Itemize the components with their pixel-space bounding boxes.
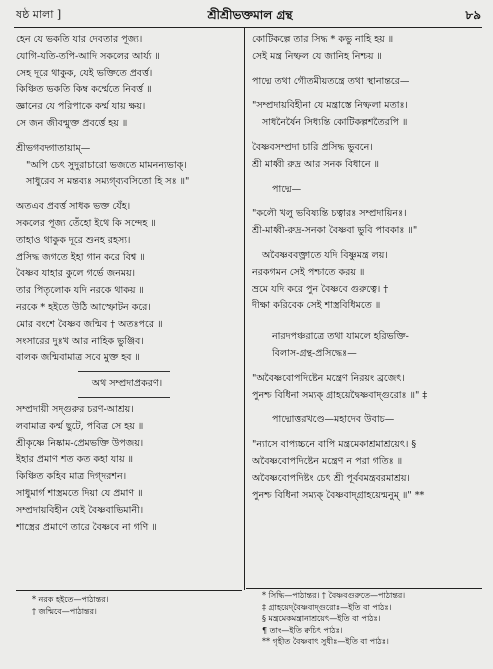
header-rule (14, 27, 482, 28)
text-line: বালক জন্মিবামাত্র সবে মুক্ত হব ॥ (16, 352, 140, 364)
text-line: জ্ঞানের যে পরিপাকে কর্ম্ম যায় ক্ষয়। (16, 101, 146, 113)
text-line: নরকে * হইতে উঠি আস্ফোটন করে। (16, 301, 151, 313)
footnote: * নরক হইতে—পাঠান্তর। (32, 595, 109, 604)
header-book-title: শ্রীশ্রীভক্তমাল গ্রন্থ (207, 8, 293, 22)
verse-line: "সম্প্রদায়বিহীনা যে মন্ত্রাস্তে নিষ্ফলা মতাঃ। (252, 100, 408, 112)
text-line: নরকগমন সেই পশ্চাতে করয় ॥ (252, 266, 365, 278)
footnote: ¶ তাং—ইতি ক্বচিৎ পাঠঃ। (262, 625, 343, 635)
text-line: কিঞ্চিত ভকতি কিম্ব কর্ম্মেতে নিবর্ত্ত ॥ (16, 84, 152, 96)
right-column (252, 32, 484, 504)
text-line: কোটিকল্পে তার সিদ্ধ * কভু নাহি হয় ॥ (252, 34, 394, 45)
source-heading: শ্রীভগবদ্গাতায়াম্— (16, 142, 91, 154)
verse-line: "ন্যাসে বাপ্যচ্চনে বাপি মন্ত্রমেকাশ্রমাশ্রয়েৎ। § (252, 439, 417, 451)
source-heading: পাদ্মে তথা গৌতমীয়তন্ত্রে তথা স্থানান্তরে— (252, 75, 410, 87)
verse-line: "অপি চেৎ সুদুরাচারো ভজতে মামনন্যভাক্। (26, 159, 187, 171)
page-number: ৮৯ (465, 8, 481, 22)
text-line: সেহ দূরে থাকুক, যেই ভক্তিতে প্রবর্ত্ত। (16, 67, 153, 79)
text-line: সকলের পূজ্য তেঁহো ইথে কি সন্দেহ ॥ (16, 217, 156, 229)
text-line: শ্রী মাধ্বী রুদ্র আর সনক বিধানে ॥ (252, 158, 379, 170)
source-heading: পাদ্মে— (272, 183, 302, 195)
source-heading: পাদ্মোত্তরখণ্ডে—মহাদেব উবাচ— (272, 414, 395, 426)
verse-line: অবৈষ্ণবোপদিষ্টং চেৎ শ্রী পূর্ববমন্ত্রবরমাশ্রয়। (252, 472, 410, 484)
text-line: প্রসিদ্ধ জগতে ইহা গান করে বিশ্ব ॥ (16, 251, 145, 263)
verse-line: অবৈষ্ণবোপদিষ্টেন মন্ত্রেণ ন পরা গতিঃ ॥ (252, 455, 403, 467)
text-line: হেন যে ভকতি যার দেবতার পূজ্য। (16, 34, 143, 45)
text-line: যোগি-যতি-তপি-আদি সকলের আর্য্য ॥ (16, 50, 160, 62)
verse-line: পুনশ্চ বিধিনা সম্যক্ গ্রাহয়েদ্বৈষ্ণবাদ্‌গুরোঃ ॥" ‡ (252, 389, 428, 401)
footnote: § মন্ত্রমেকমন্ত্রানাশ্রয়েৎ—ইতি বা পাঠঃ। (262, 614, 381, 623)
footnote-rule (16, 590, 242, 591)
text-line: বৈষ্ণবসম্প্রদা চারি প্রসিদ্ধ ভুবনে। (252, 141, 373, 153)
column-divider (244, 27, 245, 590)
left-footnotes (32, 594, 232, 617)
section-divider (78, 371, 170, 372)
footnote: ** গৃহীত বৈষ্ণবাৎ সুধীঃ—ইতি বা পাঠঃ। (262, 637, 389, 646)
text-line: অতএব প্রবর্ত্ত সাধক ভক্ত যেঁহ। (16, 201, 131, 213)
source-heading: বিলাস-গ্রন্থ-প্রসিদ্ধেঃ— (272, 347, 357, 359)
verse-line: সাধনৈর্ষৈন সিধ্যন্তি কোটিকল্পশতৈরপি ॥ (262, 117, 408, 129)
right-footnotes (262, 590, 484, 648)
footnote: ‡ গ্রাহয়েদ্‌বৈষ্ণবাদ্‌গুরোঃ—ইতি বা পাঠঃ। (262, 602, 392, 612)
text-line: বৈষ্ণব যাহার কুলে গর্ভে জনময়। (16, 268, 136, 280)
footnote: * সিদ্ধি—পাঠান্তর। † বৈষ্ণবগুরুতে—পাঠান্তর। (262, 591, 406, 600)
text-line: সাধুমার্গ শাস্ত্রমতে দিয়া যে প্রমাণ ॥ (16, 487, 143, 499)
footnote: † জন্মিবে—পাঠান্তর। (32, 606, 97, 616)
source-heading: নারদপঞ্চরাত্রে তথা যামলে হরিভক্তি- (272, 331, 409, 343)
verse-line: সাধুরেব স মন্তব্যঃ সম্যগ্‌ব্যবসিতো হি সঃ ॥" (26, 176, 190, 188)
text-line: দীক্ষা করিবেক সেই শাস্ত্রবিধিমতে ॥ (252, 300, 381, 312)
footnote-rule (246, 588, 482, 589)
verse-line: "অবৈষ্ণবোপদিষ্টেন মন্ত্রেণ নিরয়ং ব্রজেৎ। (252, 372, 405, 384)
text-line: ভ্রমে যদি করে পুন বৈষ্ণবে গুরুত্বে। † (252, 283, 389, 295)
text-line: শ্রীকৃষ্ণে নিষ্কাম-প্রেমভক্তি উপজয়। (16, 437, 144, 449)
verse-line: পুনশ্চ বিধিনা সম্যক্ বৈষ্ণবাদ্‌গ্রাহয়েন্মনুম্ ॥" ** (252, 489, 425, 501)
text-line: তার পিতৃলোক যদি নরকে থাকয় ॥ (16, 285, 144, 297)
text-line: সম্প্রদায়ী সদ্গুরুর চরণ-আশ্রয়। (16, 403, 134, 415)
verse-line: শ্রী-মাধ্বী-রুদ্র-সনকা বৈষ্ণবা ভুবি পাবকাঃ ॥" (252, 225, 418, 237)
text-line: সংসারের দুঃখ আর নাহিক ভুঞ্জিব। (16, 335, 144, 347)
text-line: তাহাও থাকুক দূরে শুনহ রহস্য। (16, 234, 131, 246)
section-divider (78, 397, 170, 398)
text-line: সেই মন্ত্র নিষ্ফল যে জানিহ নিশ্চয় ॥ (252, 50, 382, 62)
left-column (16, 32, 238, 536)
header-chapter: ষষ্ঠ মালা ] (16, 8, 62, 21)
text-line: লবামাত্র কর্ম্ম ছুটে, পবিত্র সে হয় ॥ (16, 420, 144, 432)
text-line: ইহার প্রমাণ শত কত কহা যায় ॥ (16, 454, 134, 466)
text-line: সে জন জীবন্মুক্ত প্রবর্ত্তে হয় ॥ (16, 117, 128, 129)
text-line: অবৈষ্ণববক্ত্রাতে যদি বিষ্ণুমন্ত্র লয়। (262, 249, 388, 261)
section-title: অথ সম্প্রদাপ্রকরণ। (91, 378, 163, 390)
text-line: সম্প্রদায়বিহীন যেই বৈষ্ণবাভিমানী। (16, 504, 144, 516)
text-line: শাস্ত্রের প্রমাণে তারে বৈষ্ণবে না গণি ॥ (16, 521, 157, 533)
text-line: মোর বংশে বৈষ্ণব জন্মিব † অতঃপরে ॥ (16, 318, 163, 330)
text-line: কিঞ্চিত কহিব মাত্র দিগ্‌দরশন। (16, 471, 127, 483)
verse-line: "কলৌ খলু ভবিষ্যন্তি চত্বারঃ সম্প্রদায়িনঃ। (252, 208, 407, 220)
